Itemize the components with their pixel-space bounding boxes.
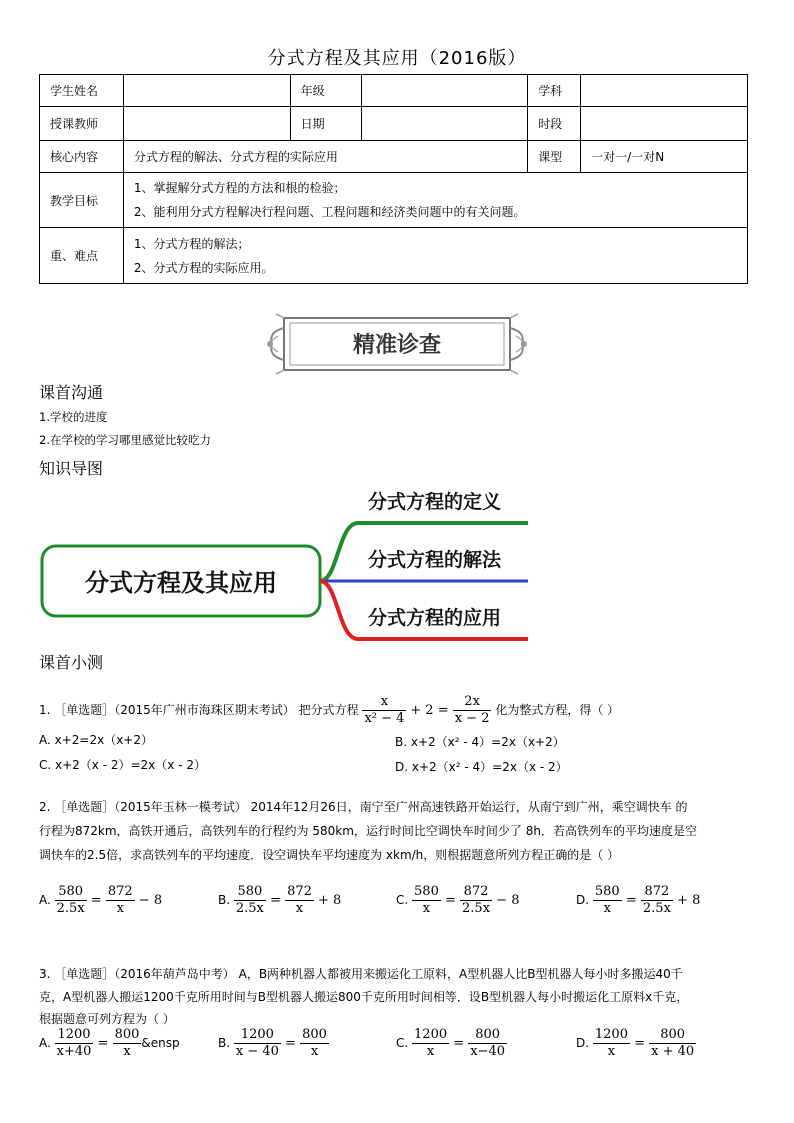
section-heading-quiz: 课首小测: [39, 653, 104, 672]
q1-option-d[interactable]: D. x+2（x² - 4）=2x（x - 2）: [395, 760, 568, 774]
q1-fraction-right: $\frac{2x}{x - 2}$: [454, 694, 490, 726]
page-title: 分式方程及其应用（2016版）: [267, 48, 527, 69]
q1-stem-end: 化为整式方程，得（ ）: [495, 703, 620, 717]
q3-line-3: 根据题意可列方程为（ ）: [39, 1012, 175, 1026]
communication-item-2: 2.在学校的学习哪里感觉比较吃力: [39, 433, 211, 447]
q1-option-b[interactable]: B. x+2（x² - 4）=2x（x+2）: [395, 735, 565, 749]
branch-definition: 分式方程的定义: [368, 491, 502, 513]
period-value: [581, 107, 748, 141]
q1-stem-start: 1. ［单选题］（2015年广州市海珠区期末考试） 把分式方程: [39, 703, 359, 717]
core-content-label: 核心内容: [40, 141, 124, 173]
question-1-stem: [39, 694, 619, 727]
lesson-info-table: [39, 74, 748, 284]
goal-label: 教学目标: [40, 173, 124, 228]
key-points-label: 重、难点: [40, 228, 124, 284]
teacher-value: [123, 107, 290, 141]
q2-line-3: 调快车的2.5倍，求高铁列车的平均速度．设空调快车平均速度为 xkm/h，则根据题意所列方程正确的是（ ）: [39, 848, 620, 862]
grade-label: 年级: [290, 75, 361, 107]
key-points-value: [123, 228, 747, 284]
teacher-label: 授课教师: [40, 107, 124, 141]
q2-option-a[interactable]: A. $\frac{580}{2.5x}$ = $\frac{872}{x}$ − 8: [39, 884, 163, 916]
student-name-label: 学生姓名: [40, 75, 124, 107]
q3-line-1: 3. ［单选题］（2016年葫芦岛中考） A，B两种机器人都被用来搬运化工原料，A型机器人比B型机器人每小时多搬运40千: [39, 967, 683, 981]
goal-value: [123, 173, 747, 228]
goal-line-2: 2、能利用分式方程解决行程问题、工程问题和经济类问题中的有关问题。: [133, 205, 526, 219]
key-line-1: 1、分式方程的解法；: [133, 236, 250, 251]
q1-plus-two: + 2 =: [410, 703, 453, 718]
communication-item-1: 1.学校的进度: [39, 410, 108, 424]
q2-line-2: 行程为872km，高铁开通后，高铁列车的行程约为 580km，运行时间比空调快车时间少了 8h．若高铁列车的平均速度是空: [39, 824, 697, 838]
q3-option-d[interactable]: D. $\frac{1200}{x}$ = $\frac{800}{x + 40}$: [576, 1027, 695, 1059]
q1-option-a[interactable]: A. x+2=2x（x+2）: [39, 733, 154, 747]
goal-line-1: 1、掌握解分式方程的方法和根的检验；: [133, 181, 346, 195]
grade-value: [361, 75, 528, 107]
mind-map: [38, 478, 538, 648]
q2-option-b[interactable]: B. $\frac{580}{2.5x}$ = $\frac{872}{x}$ + 8: [218, 884, 342, 916]
lesson-type-label: 课型: [528, 141, 581, 173]
q1-fraction-left: $\frac{x}{\text{x² − 4}}$: [364, 694, 405, 726]
q2-option-d[interactable]: D. $\frac{580}{x}$ = $\frac{872}{2.5x}$ + 8: [576, 884, 701, 916]
q3-option-c[interactable]: C. $\frac{1200}{x}$ = $\frac{800}{x-40}$: [396, 1027, 506, 1059]
date-value: [361, 107, 528, 141]
q1-option-c[interactable]: C. x+2（x - 2）=2x（x - 2）: [39, 758, 206, 772]
student-name-value: [123, 75, 290, 107]
q3-line-2: 克，A型机器人搬运1200千克所用时间与B型机器人搬运800千克所用时间相等．设B型机器人每小时搬运化工原料x千克，: [39, 990, 689, 1004]
key-line-2: 2、分式方程的实际应用。: [133, 260, 274, 275]
branch-method: 分式方程的解法: [368, 549, 502, 571]
q3-option-b[interactable]: B. $\frac{1200}{x - 40}$ = $\frac{800}{x}$: [218, 1027, 327, 1059]
q3-option-a[interactable]: A. $\frac{1200}{x+40}$ = $\frac{800}{x}$ &ensp: [39, 1027, 180, 1059]
q2-line-1: 2. ［单选题］（2015年玉林一模考试） 2014年12月26日，南宁至广州高速铁路开始运行，从南宁到广州，乘空调快车 的: [39, 800, 688, 814]
mind-map-root: 分式方程及其应用: [85, 569, 277, 597]
core-content-value: 分式方程的解法、分式方程的实际应用: [123, 141, 527, 173]
banner-frame: [262, 312, 532, 376]
subject-value: [581, 75, 748, 107]
date-label: 日期: [290, 107, 361, 141]
banner-title: 精准诊查: [352, 332, 442, 358]
period-label: 时段: [528, 107, 581, 141]
q2-option-c[interactable]: C. $\frac{580}{x}$ = $\frac{872}{2.5x}$ − 8: [396, 884, 520, 916]
subject-label: 学科: [528, 75, 581, 107]
branch-application: 分式方程的应用: [368, 607, 502, 629]
lesson-type-value: 一对一/一对N: [581, 141, 748, 173]
section-heading-communication: 课首沟通: [39, 383, 104, 402]
section-heading-knowledge-map: 知识导图: [39, 459, 104, 478]
